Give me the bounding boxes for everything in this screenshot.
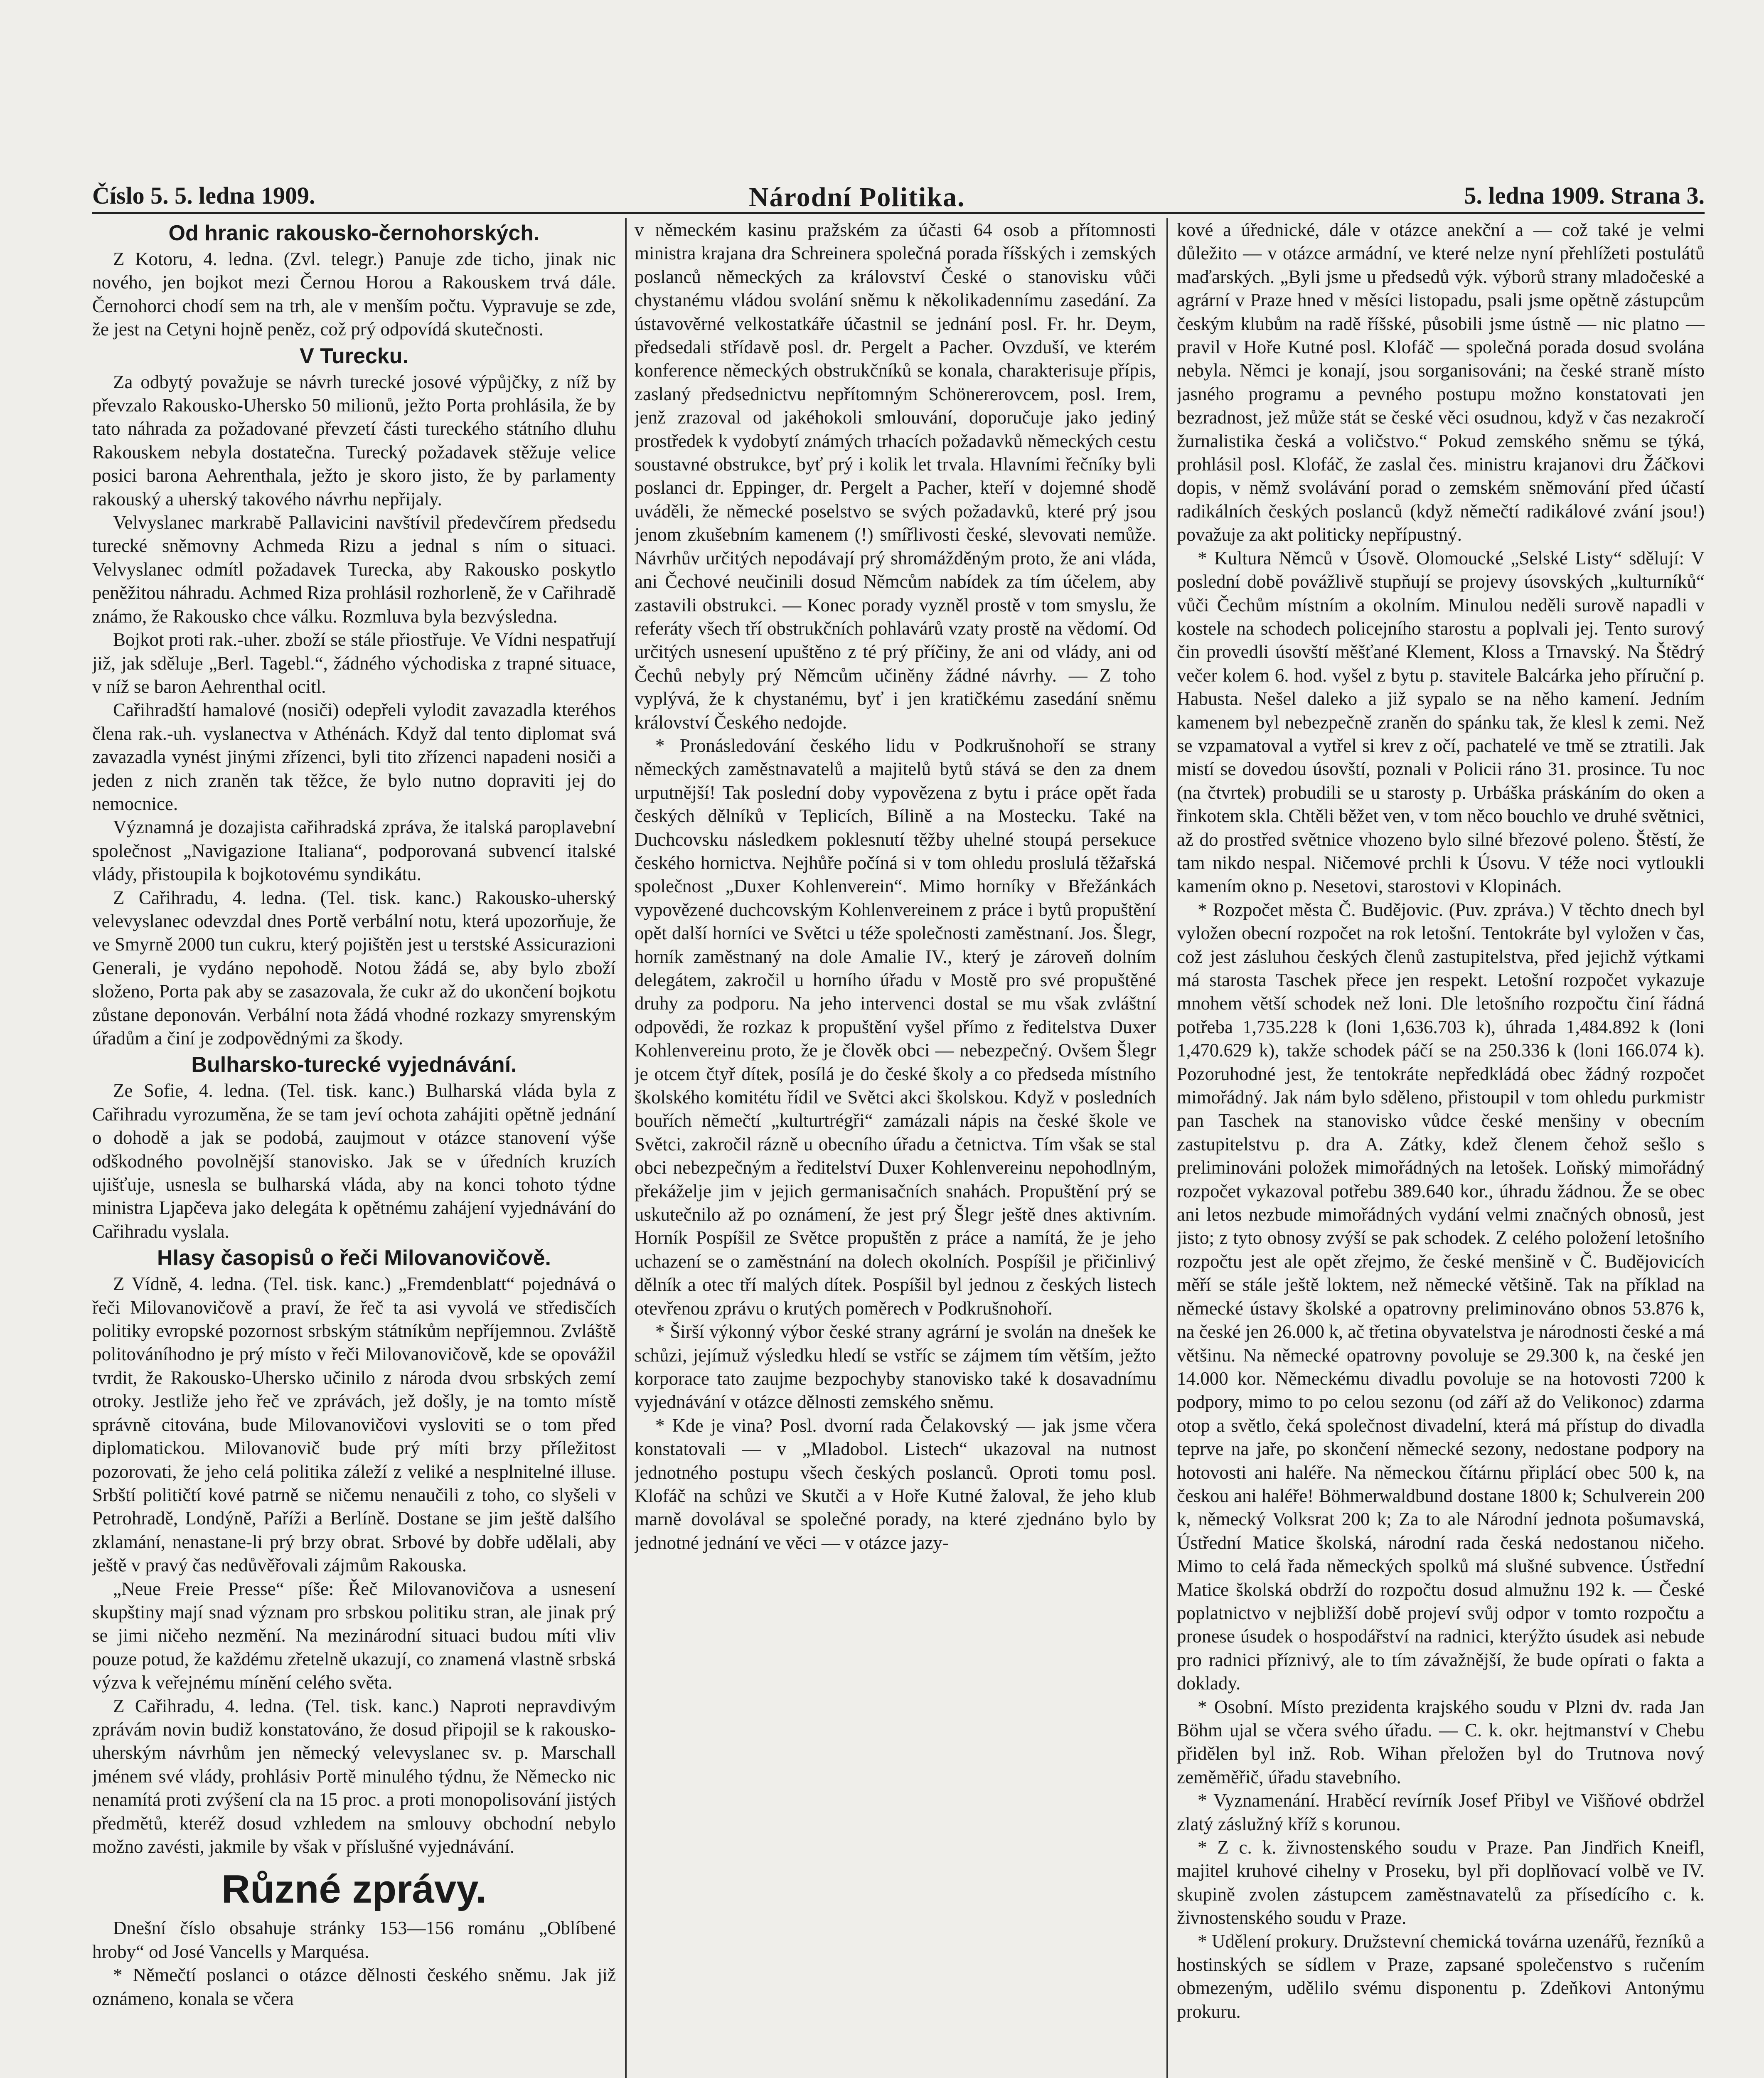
column-2 [635, 218, 1156, 2078]
article-paragraph: * Z c. k. živnostenského soudu v Praze. Pan Jindřich Kneifl, majitel kruhové cihelny v Proseku, byl při doplňovací volbě ve IV. skupině zvolen zástupcem zaměstnavatelů za přísedícího c. k. živnostenského soudu v Praze. [1177, 1837, 1705, 1928]
article-heading: V Turecku. [299, 344, 408, 368]
article-heading: Hlasy časopisů o řeči Milovanovičově. [157, 1246, 551, 1270]
article-paragraph: Z Cařihradu, 4. ledna. (Tel. tisk. kanc.) Naproti nepravdivým zprávám novin budiž konstatováno, že dosud připojil se k rakousko-uherským návrhům jen německý velevyslanec sv. p. Marschall jménem své vlády, prohlásiv Portě minulého týdnu, že Německo nic nenamítá proti zvýšení cla na 15 proc. a proti monopolisování jistých předmětů, kteréž dosud vzhledem na smlouvy obchodní nebylo možno zavésti, jakmile by však v příslušné vyjednávání. [92, 1695, 616, 1857]
column-divider [625, 218, 627, 2078]
article-paragraph: * Širší výkonný výbor české strany agrární je svolán na dnešek ke schůzi, jejímuž výsledku hledí se vstříc se zájmem tím větším, ježto korporace tato zaujme bezpochyby stanovisko také k dosavadnímu vyjednávání v otázce dělnosti zemského sněmu. [635, 1321, 1156, 1413]
article-paragraph: Za odbytý považuje se návrh turecké josové výpůjčky, z níž by převzalo Rakousko-Uhersko 50 milionů, ježto Porta prohlásila, že by tato náhrada za požadované převzetí části tureckého státního dluhu Rakouskem nebyla dostatečna. Turecký požadavek stěžuje velice posici barona Aehrenthala, ježto je skoro jisto, že by parlamenty rakouský a uherský takového návrhu nepřijaly. [92, 371, 616, 510]
article-paragraph: kové a úřednické, dále v otázce anekční a — což také je velmi důležito — v otázce armádní, ve které nelze nyní přehlížeti postulátů maďarských. „Byli jsme u předsedů výk. výborů strany mladočeské a agrární v Praze hned v měsíci listopadu, psali jsme opětně zástupcům českým klubům na radě říšské, působili jsme ústně — nic platno — pravil v Hoře Kutné posl. Klofáč — společná porada dosud svolána nebyla. Němci je konají, jsou sorganisováni; na české straně místo jasného programu a pevného postupu možno konstatovati jen bezradnost, jež může stát se české věci osudnou, když v čas nezakročí žurnalistika česká a voličstvo.“ Pokud zemského sněmu se týká, prohlásil posl. Klofáč, že zaslal čes. ministru krajanovi dru Žáčkovi dopis, v němž svolávání porad o zemském sněmování před účastí radikálních českých poslanců (když němečtí radikálové zvání jsou!) považuje za akt politicky nepřípustný. [1177, 219, 1705, 545]
article-paragraph: Z Vídně, 4. ledna. (Tel. tisk. kanc.) „Fremdenblatt“ pojednává o řeči Milovanovičově a praví, že řeč ta asi vyvolá ve středisčích politiky evropské pozornost srbským státníkům nepříjemnou. Zvláště politováníhodno je prý místo v řeči Milovanovičově, kde se opovážil tvrdit, že Rakousko-Uhersko učinilo z národa dvou srbských zemí otroky. Jestliže jeho řeč ve zprávách, jež došly, je na tomto místě správně citována, bude Milovanovičovi vysloviti se o tom před diplomatickou. Milovanovič bude prý míti brzy příležitost pozorovati, že jeho celá politika záleží z veliké a nesplnitelné illuse. Srbští političtí kové patrně se ničemu nenaučili z toho, co slyšeli v Petrohradě, Londýně, Paříži a Berlíně. Dostane se jim ještě dalšího zklamání, nenastane-li prý brzy obrat. Srbové by dobře udělali, aby ještě v pravý čas nedůvěřovali zájmům Rakouska. [92, 1273, 616, 1576]
article-paragraph: * Pronásledování českého lidu v Podkrušnohoří se strany německých zaměstnavatelů a majitelů bytů stává se den za dnem urputnější! Tak poslední doby vypovězena z bytu i práce opět řada českých dělníků v Teplicích, Bílině a na Mostecku. Také na Duchcovsku následkem poklesnutí těžby uhelné stoupá persekuce českého hornictva. Nejhůře počíná si v tom ohledu proslulá těžařská společnost „Duxer Kohlenverein“. Mimo horníky v Břežánkách vypovězené duchcovským Kohlenvereinem z práce i bytů propuštění opět další horníci ve Světci u téže společnosti zaměstnaní. Jos. Šlegr, horník zaměstnaný na dole Amalie IV., který je zároveň dolním delegátem, zakročil u horního úřadu v Mostě pro své propuštěné druhy za podporu. Na jeho intervenci dostal se mu však zvláštní odpovědi, že rozkaz k propuštění vyšel přímo z ředitelstva Duxer Kohlenvereinu proto, že je člověk obci — nebezpečný. Ovšem Šlegr je otcem čtyř dítek, posílá je do české školy a co předseda místního školského komitétu řídil ve Světci akci školskou. Když v posledních bouřích němečtí „kulturtrégři“ zamázali nápis na české škole ve Světci, zakročil rázně u obecního úřadu a četnictva. Tím však se stal obci nebezpečným a ředitelství Duxer Kohlenvereinu nepohodlným, překáželje jim v jejich germanisačních snahách. Propuštění prý se uskutečnilo až po oznámení, že jest prý Šlegr ještě dnes aktivním. Horník Pospíšil ze Světce propuštěn z práce a namítá, že je jeho uchazení se o zaměstnání na dolech okolních. Pospíšil je přičinlivý dělník a otec tří malých dítek. Pospíšil byl jednou z českých listech otevřenou zprávu o krutých poměrech v Podkrušnohoří. [635, 735, 1156, 1319]
column-3 [1177, 218, 1705, 2078]
page-header [92, 181, 1705, 214]
section-heading: Různé zprávy. [221, 1867, 487, 1912]
newspaper-page [92, 181, 1705, 2078]
article-heading: Od hranic rakousko-černohorských. [168, 221, 540, 245]
article-paragraph: * Němečtí poslanci o otázce dělnosti českého sněmu. Jak již oznámeno, konala se včera [92, 1965, 616, 2009]
newspaper-title: Národní Politika. [749, 182, 965, 212]
article-paragraph: * Rozpočet města Č. Budějovic. (Puv. zpráva.) V těchto dnech byl vyložen obecní rozpočet na rok letošní. Tentokráte byl vyložen v čas, což jest zásluhou českých členů zastupitelstva, před jejichž výtkami má starosta Taschek přece jen respekt. Letošní rozpočet vykazuje mnohem větší schodek než loni. Dle letošního rozpočtu činí řádná potřeba 1,735.228 k (loni 1,636.703 k), úhrada 1,484.892 k (loni 1,470.629 k), takže schodek páčí se na 250.336 k (loni 166.074 k). Pozoruhodné jest, že tentokráte nepředkládá obec žádný rozpočet mimořádný. Jak nám bylo sděleno, přistoupil v tom ohledu purkmistr pan Taschek na stanovisko vůdce české menšiny v obecním zastupitelstvu p. dra A. Zátky, kdež členem čehož sešlo s preliminováni položek mimořádných na letošek. Loňský mimořádný rozpočet vykazoval potřebu 389.640 kor., úhradu žádnou. Že se obec ani letos nezbude mimořádných vydání velmi značných obnosů, jest jisto; z tyto obnosy zvýší se pak schodek. Z celého položení letošního rozpočtu jest ale opět zřejmo, že české menšině v Č. Budějovicích měří se stále ještě loktem, než německé většině. Tak na příklad na německé ústavy školské a opatrovny preliminováno obnos 53.876 k, na české jen 26.000 k, ač třetina obyvatelstva je národnosti české a má většinu. Na německé opatrovny povoluje se 29.300 k, na české jen 14.000 kor. Německému divadlu povoluje se na hotovosti 7200 k podpory, mimo to po celou sezonu (od září až do Velikonoc) zdarma otop a světlo, čeká společnost divadelní, která má přístup do divadla teprve na jaře, po skončení německé sezony, nedostane podpory na hotovosti ani haléře. Na německou čítárnu připlácí obec 500 k, na českou ani haléře! Böhmerwaldbund dostane 1800 k; Schulverein 200 k, německý Volksrat 200 k; Za to ale Národní jednota pošumavská, Ústřední Matice školská, národní rada česká nedostanou ničeho. Mimo to celá řada německých spolků má slušné subvence. Ústřední Matice školská obdrží do rozpočtu dosud almužnu 192 k. — České poplatnictvo v nejbližší době projeví svůj odpor v tomto rozpočtu a pronese úsudek o hospodářství na radnici, kterýžto úsudek asi nebude pro radnici příznivý, ale to tím závažnější, že bude opírati o fakta a doklady. [1177, 899, 1705, 1694]
article-paragraph: Cařihradští hamalové (nosiči) odepřeli vylodit zavazadla kteréhos člena rak.-uh. vyslanectva v Athénách. Když dal tento diplomat svá zavazadla vynést jinými zřízenci, byli tito zřízenci napadeni nosiči a jeden z nich zraněn tak těžce, že bylo nutno dopraviti jej do nemocnice. [92, 699, 616, 814]
article-paragraph: Bojkot proti rak.-uher. zboží se stále přiostřuje. Ve Vídni nespatřují již, jak sděluje „Berl. Tagebl.“, žádného východiska z trapné situace, v níž se baron Aehrenthal ocitl. [92, 629, 616, 697]
article-paragraph: * Kde je vina? Posl. dvorní rada Čelakovský — jak jsme včera konstatovali — v „Mladobol. Listech“ ukazoval na nutnost jednotného postupu všech českých poslanců. Oproti tomu posl. Klofáč na schůzi ve Skutči a v Hoře Kutné žaloval, že jeho klub marně dovolával se společné porady, na které zjednáno bylo by jednotné jednání ve věci — v otázce jazy- [635, 1415, 1156, 1553]
article-paragraph: Z Cařihradu, 4. ledna. (Tel. tisk. kanc.) Rakousko-uherský velevyslanec odevzdal dnes Portě verbální notu, která upozorňuje, že ve Smyrně 2000 tun cukru, který pojištěn jest u terstské Assicurazioni Generali, je vydáno nepohodě. Notou žádá se, aby bylo zboží složeno, Porta pak aby se zasazovala, že cukr až do ukončení bojkotu zůstane deponován. Verbální nota žádá vhodné rozkazy smyrenským úřadům a činí je zodpovědnými za škody. [92, 887, 616, 1049]
article-paragraph: „Neue Freie Presse“ píše: Řeč Milovanovičova a usnesení skupštiny mají snad význam pro srbskou politiku stran, ale jinak prý se jimi ničeho nezmění. Na mezinárodní situaci budou míti vliv pouze potud, že každému zřetelně ukazují, co znamená vlastně srbská výzva k veřejnému mínění celého světa. [92, 1578, 616, 1693]
article-paragraph: Ze Sofie, 4. ledna. (Tel. tisk. kanc.) Bulharská vláda byla z Cařihradu vyrozuměna, že se tam jeví ochota zahájiti opětně jednání o dohodě a jak se podobá, zaujmout v otázce stanovení výše odškodného povolnější stanovisko. Jak se v úředních kruzích ujišťuje, usnesla se bulharská vláda, aby na konci tohoto týdne ministra Ljapčeva jako delegáta k opětnému zahájení vyjednávání do Cařihradu vyslala. [92, 1080, 616, 1242]
article-heading: Bulharsko-turecké vyjednávání. [191, 1053, 517, 1077]
article-paragraph: * Kultura Němců v Úsově. Olomoucké „Selské Listy“ sdělují: V poslední době povážlivě stupňují se projevy úsovských „kulturníků“ vůči Čechům místním a okolním. Minulou neděli surově napadli v kostele na schodech policejního starostu a poplvali jej. Tento surový čin provedli úsovští měšťané Klement, Kloss a Trnavský. Na Štědrý večer kolem 6. hod. vyšel z bytu p. stavitele Balcárka jeho příruční p. Habusta. Nešel daleko a již sypalo se na něho kamení. Jedním kamenem byl nebezpečně zraněn do spánku tak, že klesl k zemi. Než se vzpamatoval a vytřel si krev z očí, pachatelé ve tmě se ztratili. Jak mistí se dovedou úsovští, poznali v Policii ráno 31. prosince. Tu noc (na čtvrtek) probudili se u starosty p. Urbáška práskáním do oken a řinkotem skla. Chtěli běžet ven, v tom něco bouchlo ve druhé světnici, až do prostřed světnice vhozeno bylo silné březové poleno. Štěstí, že tam nikdo nespal. Ničemové prchli k Úsovu. V téže noci vytloukli kamením okno p. Nesetovi, starostovi v Klopinách. [1177, 547, 1705, 897]
article-paragraph: * Udělení prokury. Družstevní chemická továrna uzenářů, řezníků a hostinských se sídlem v Praze, zapsané společenstvo s ručením obmezeným, udělilo svému disponentu p. Zdeňkovi Antonýmu prokuru. [1177, 1930, 1705, 2022]
article-paragraph: * Vyznamenání. Hraběcí revírník Josef Přibyl ve Višňové obdržel zlatý záslužný kříž s korunou. [1177, 1790, 1705, 1834]
article-paragraph: Z Kotoru, 4. ledna. (Zvl. telegr.) Panuje zde ticho, jinak nic nového, jen bojkot mezi Černou Horou a Rakouskem trvá dále. Černohorci chodí sem na trh, ale v menším počtu. Vypravuje se zde, že jest na Cetyni hojně peněz, což prý odpovídá skutečnosti. [92, 249, 616, 340]
date-and-page: 5. ledna 1909. Strana 3. [1464, 182, 1705, 209]
article-paragraph: Velvyslanec markrabě Pallavicini navštívil předevčírem předsedu turecké sněmovny Achmeda Rizu a jednal s ním o situaci. Velvyslanec odmítl požadavek Turecka, aby Rakousko poskytlo peněžitou náhradu. Achmed Riza prohlásil rozhorleně, že v Cařihradě známo, že Rakousko chce válku. Rozmluva byla bezvýsledna. [92, 512, 616, 627]
column-1 [92, 218, 616, 2078]
article-paragraph: Dnešní číslo obsahuje stránky 153—156 románu „Oblíbené hroby“ od José Vancells y Marquésa. [92, 1918, 616, 1962]
article-paragraph: v německém kasinu pražském za účasti 64 osob a přítomnosti ministra krajana dra Schreinera společná porada říšských i zemských poslanců německých za království České o stanovisku vůči chystanému vládou svolání sněmu k několikadennímu zasedání. Za ústavověrné velkostatkáře účastnil se jednání posl. Fr. hr. Deym, předsedali střídavě posl. dr. Pergelt a Pacher. Ovzduší, ve kterém konference německých obstrukčníků se konala, charakterisuje přípis, zaslaný předsednictvu nepřítomným Schönererovcem, posl. Irem, jenž zrazoval od jakéhokoli smlouvání, doporučuje jako jediný prostředek k vydobytí známých trhacích požadavků německých cestu soustavné obstrukce, byť prý i kolik let trvala. Hlavními řečníky byli poslanci dr. Eppinger, dr. Pergelt a Pacher, kteří v dojemné shodě uváděli, že německé poselstvo se svých požadavků, které prý jsou jenom zkušebním kamenem (!) smířlivosti české, slevovati nemůže. Návrhův určitých nepodávají prý shromážděným proto, že ani vláda, ani Čechové neučinili dosud Němcům nabídek za tím účelem, aby zastavili obstrukci. — Konec porady vyzněl prostě v tom smyslu, že referáty všech tří obstrukčních pohlavárů vzaty prostě na vědomí. Od určitých usnesení upuštěno z té prý příčiny, že ani od vlády, ani od Čechů nebyly prý Němcům učiněny žádné návrhy. — Z toho vyplývá, že k chystanému, byť i jen kratičkému zasedání sněmu království Českého nedojde. [635, 219, 1156, 733]
issue-number: Číslo 5. 5. ledna 1909. [92, 182, 315, 209]
column-divider [1166, 218, 1168, 2078]
article-paragraph: Významná je dozajista cařihradská zpráva, že italská paroplavební společnost „Navigazione Italiana“, podporovaná subvencí italské vlády, přistoupila k bojkotovému syndikátu. [92, 817, 616, 885]
article-paragraph: * Osobní. Místo prezidenta krajského soudu v Plzni dv. rada Jan Böhm ujal se včera svého úřadu. — C. k. okr. hejtmanství v Chebu přidělen byl inž. Rob. Wihan přeložen byl do Trutnova nový zeměměřič, úřadu stavebního. [1177, 1696, 1705, 1787]
